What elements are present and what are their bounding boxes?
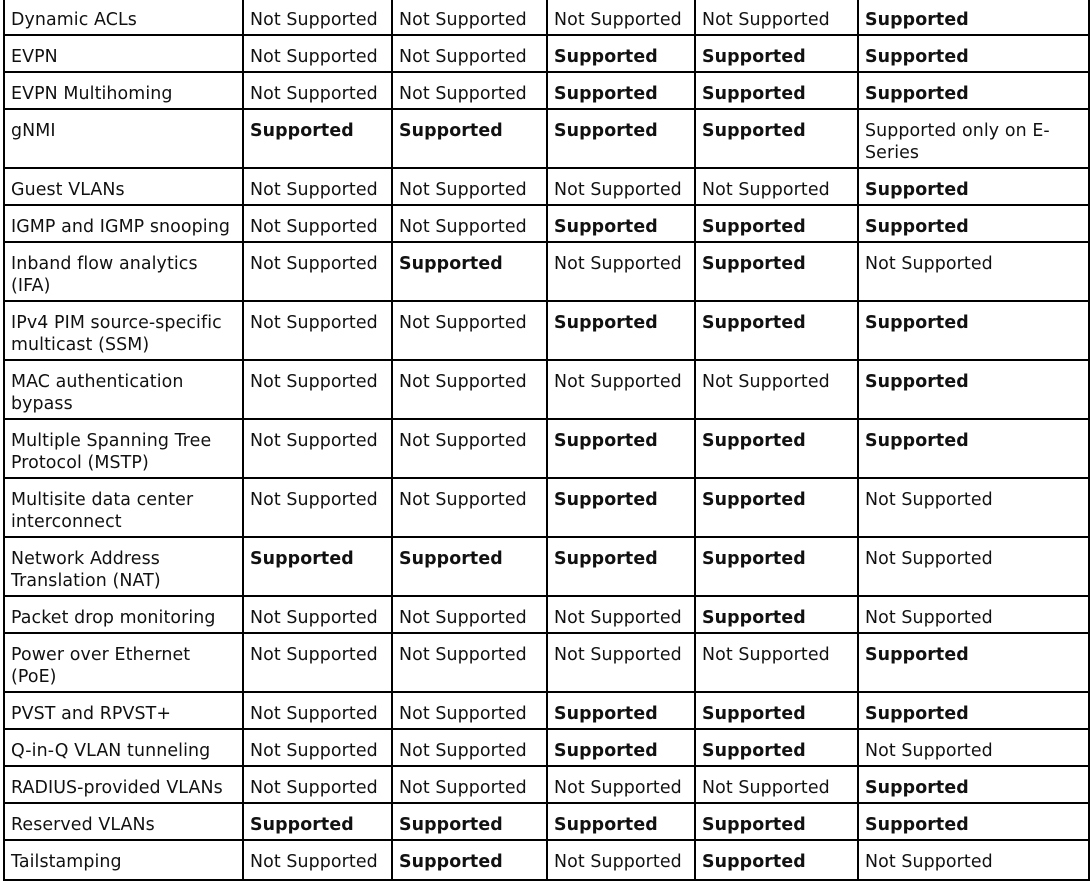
support-status-cell: Supported xyxy=(695,72,858,109)
table-row xyxy=(4,360,1089,419)
support-status-cell: Not Supported xyxy=(243,301,392,360)
support-status-cell: Supported xyxy=(547,478,695,537)
feature-name-cell: Guest VLANs xyxy=(4,168,243,205)
feature-name-cell: Q-in-Q VLAN tunneling xyxy=(4,729,243,766)
support-status-cell: Supported xyxy=(243,109,392,168)
feature-name-cell: EVPN Multihoming xyxy=(4,72,243,109)
support-status-cell: Not Supported xyxy=(392,729,547,766)
support-status-cell: Not Supported xyxy=(243,242,392,301)
feature-name-cell: EVPN xyxy=(4,35,243,72)
support-status-cell: Supported xyxy=(695,478,858,537)
support-status-cell: Not Supported xyxy=(858,729,1089,766)
feature-name-cell: Network Address Translation (NAT) xyxy=(4,537,243,596)
support-status-cell: Not Supported xyxy=(547,596,695,633)
support-status-cell: Supported xyxy=(547,35,695,72)
support-status-cell: Not Supported xyxy=(547,0,695,35)
table-row xyxy=(4,301,1089,360)
feature-name-cell: Tailstamping xyxy=(4,840,243,880)
support-status-cell: Supported xyxy=(547,729,695,766)
support-status-cell: Not Supported xyxy=(392,596,547,633)
support-status-cell: Not Supported xyxy=(243,840,392,880)
feature-name-cell: Dynamic ACLs xyxy=(4,0,243,35)
support-status-cell: Not Supported xyxy=(392,360,547,419)
support-status-cell: Not Supported xyxy=(243,35,392,72)
support-status-cell: Supported xyxy=(858,168,1089,205)
support-status-cell: Supported xyxy=(695,692,858,729)
support-status-cell: Not Supported xyxy=(392,168,547,205)
support-status-cell: Supported xyxy=(243,803,392,840)
support-status-cell: Supported xyxy=(547,692,695,729)
table-row xyxy=(4,168,1089,205)
support-status-cell: Supported xyxy=(695,419,858,478)
support-status-cell: Supported xyxy=(695,301,858,360)
support-status-cell: Supported xyxy=(695,840,858,880)
support-status-cell: Supported xyxy=(858,72,1089,109)
support-status-cell: Not Supported xyxy=(243,419,392,478)
support-status-cell: Not Supported xyxy=(392,0,547,35)
support-status-cell: Not Supported xyxy=(243,72,392,109)
support-status-cell: Not Supported xyxy=(547,633,695,692)
support-status-cell: Not Supported xyxy=(695,0,858,35)
support-status-cell: Not Supported xyxy=(392,205,547,242)
support-status-cell: Not Supported xyxy=(392,633,547,692)
support-status-cell: Not Supported xyxy=(695,168,858,205)
support-status-cell: Not Supported xyxy=(243,0,392,35)
support-status-cell: Not Supported xyxy=(547,766,695,803)
table-row xyxy=(4,803,1089,840)
support-status-cell: Not Supported xyxy=(243,766,392,803)
support-status-cell: Not Supported xyxy=(858,478,1089,537)
support-status-cell: Not Supported xyxy=(392,766,547,803)
feature-name-cell: IGMP and IGMP snooping xyxy=(4,205,243,242)
support-status-cell: Supported xyxy=(858,35,1089,72)
support-status-cell: Supported xyxy=(392,109,547,168)
support-status-cell: Not Supported xyxy=(392,72,547,109)
support-status-cell: Supported only on E-Series xyxy=(858,109,1089,168)
support-status-cell: Not Supported xyxy=(392,419,547,478)
support-status-cell: Supported xyxy=(858,803,1089,840)
feature-name-cell: MAC authentication bypass xyxy=(4,360,243,419)
support-status-cell: Supported xyxy=(695,803,858,840)
support-status-cell: Supported xyxy=(695,729,858,766)
feature-name-cell: Power over Ethernet (PoE) xyxy=(4,633,243,692)
table-row xyxy=(4,729,1089,766)
support-status-cell: Supported xyxy=(547,301,695,360)
feature-name-cell: Multisite data center interconnect xyxy=(4,478,243,537)
table-row xyxy=(4,0,1089,35)
support-status-cell: Not Supported xyxy=(392,35,547,72)
feature-name-cell: Reserved VLANs xyxy=(4,803,243,840)
support-status-cell: Supported xyxy=(695,596,858,633)
feature-name-cell: IPv4 PIM source-specific multicast (SSM) xyxy=(4,301,243,360)
support-status-cell: Not Supported xyxy=(392,478,547,537)
support-status-cell: Supported xyxy=(547,537,695,596)
support-status-cell: Supported xyxy=(695,35,858,72)
support-status-cell: Supported xyxy=(392,537,547,596)
support-status-cell: Not Supported xyxy=(392,692,547,729)
support-status-cell: Supported xyxy=(547,419,695,478)
feature-support-table xyxy=(3,0,1090,881)
support-status-cell: Supported xyxy=(695,109,858,168)
support-status-cell: Not Supported xyxy=(695,360,858,419)
support-status-cell: Not Supported xyxy=(858,840,1089,880)
support-status-cell: Supported xyxy=(547,803,695,840)
support-status-cell: Not Supported xyxy=(243,596,392,633)
feature-name-cell: Inband flow analytics (IFA) xyxy=(4,242,243,301)
support-status-cell: Not Supported xyxy=(243,205,392,242)
table-body xyxy=(4,0,1089,880)
support-status-cell: Supported xyxy=(858,360,1089,419)
table-row xyxy=(4,478,1089,537)
support-status-cell: Not Supported xyxy=(547,242,695,301)
feature-name-cell: RADIUS-provided VLANs xyxy=(4,766,243,803)
support-status-cell: Not Supported xyxy=(695,633,858,692)
support-status-cell: Not Supported xyxy=(547,840,695,880)
table-row xyxy=(4,596,1089,633)
support-status-cell: Supported xyxy=(547,109,695,168)
support-status-cell: Not Supported xyxy=(392,301,547,360)
support-status-cell: Not Supported xyxy=(547,168,695,205)
support-status-cell: Supported xyxy=(392,803,547,840)
support-status-cell: Not Supported xyxy=(858,242,1089,301)
support-status-cell: Not Supported xyxy=(243,478,392,537)
support-status-cell: Not Supported xyxy=(858,537,1089,596)
support-status-cell: Not Supported xyxy=(547,360,695,419)
support-status-cell: Supported xyxy=(858,766,1089,803)
table-row xyxy=(4,109,1089,168)
support-status-cell: Supported xyxy=(243,537,392,596)
support-status-cell: Supported xyxy=(858,0,1089,35)
support-status-cell: Supported xyxy=(858,301,1089,360)
support-status-cell: Supported xyxy=(392,242,547,301)
support-status-cell: Supported xyxy=(695,205,858,242)
support-status-cell: Not Supported xyxy=(243,692,392,729)
support-status-cell: Not Supported xyxy=(695,766,858,803)
support-status-cell: Supported xyxy=(858,633,1089,692)
table-row xyxy=(4,692,1089,729)
table-row xyxy=(4,537,1089,596)
support-status-cell: Not Supported xyxy=(243,633,392,692)
table-row xyxy=(4,766,1089,803)
support-status-cell: Supported xyxy=(858,692,1089,729)
support-status-cell: Supported xyxy=(695,242,858,301)
table-row xyxy=(4,633,1089,692)
support-status-cell: Supported xyxy=(547,205,695,242)
feature-name-cell: PVST and RPVST+ xyxy=(4,692,243,729)
support-status-cell: Supported xyxy=(547,72,695,109)
support-status-cell: Supported xyxy=(392,840,547,880)
support-status-cell: Not Supported xyxy=(243,168,392,205)
table-row xyxy=(4,72,1089,109)
feature-name-cell: gNMI xyxy=(4,109,243,168)
table-row xyxy=(4,35,1089,72)
feature-name-cell: Packet drop monitoring xyxy=(4,596,243,633)
support-status-cell: Not Supported xyxy=(243,360,392,419)
support-status-cell: Not Supported xyxy=(243,729,392,766)
table-row xyxy=(4,419,1089,478)
table-row xyxy=(4,840,1089,880)
table-row xyxy=(4,205,1089,242)
support-status-cell: Not Supported xyxy=(858,596,1089,633)
feature-name-cell: Multiple Spanning Tree Protocol (MSTP) xyxy=(4,419,243,478)
support-status-cell: Supported xyxy=(858,419,1089,478)
table-row xyxy=(4,242,1089,301)
support-status-cell: Supported xyxy=(695,537,858,596)
support-status-cell: Supported xyxy=(858,205,1089,242)
